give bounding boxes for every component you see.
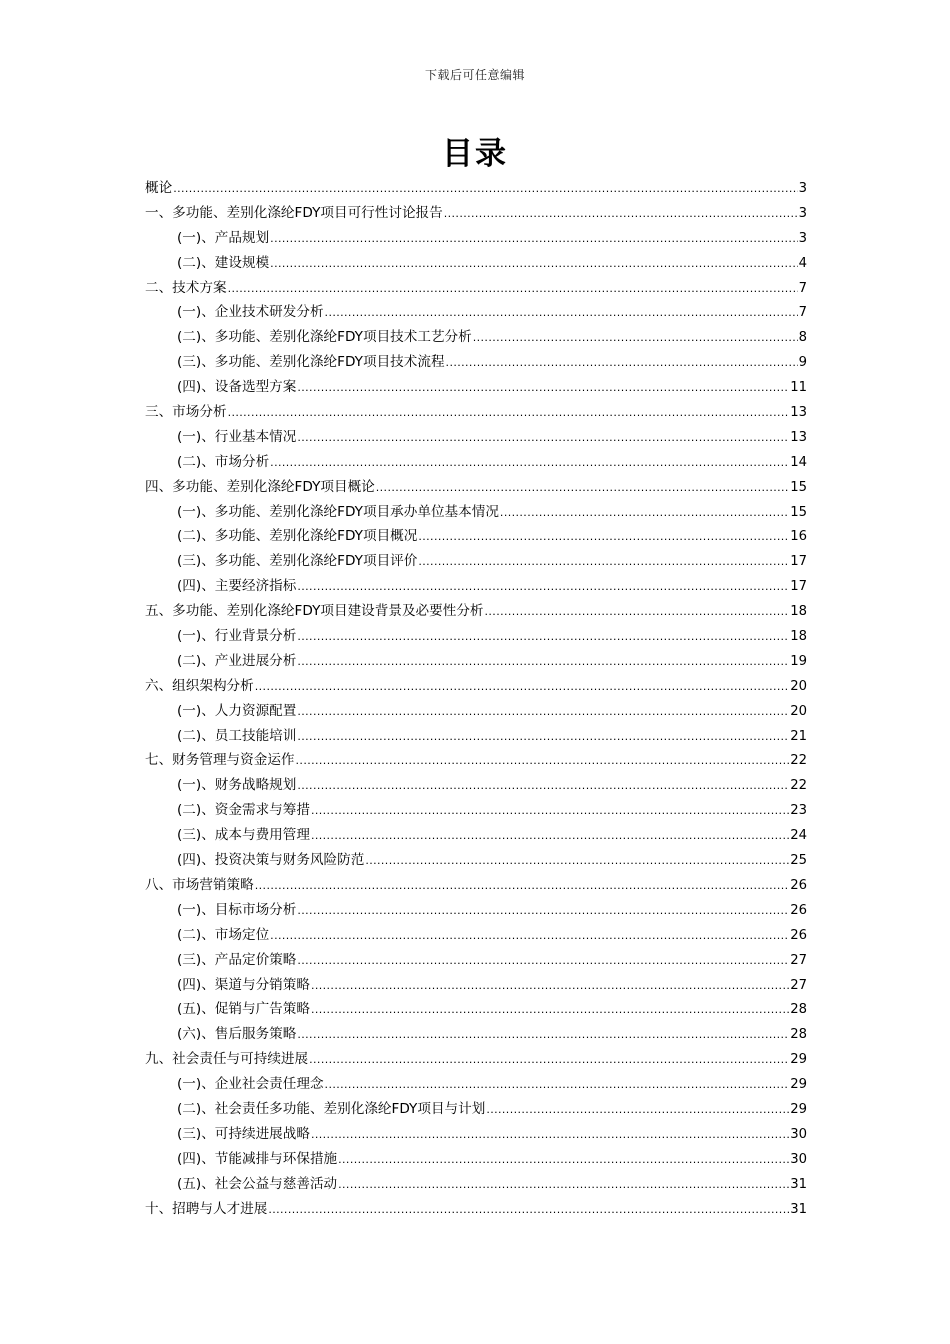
toc-page-number: 7: [798, 280, 807, 296]
toc-entry-title: (五)、促销与广告策略: [177, 1001, 310, 1018]
toc-dot-leader: [338, 1173, 789, 1197]
toc-chapter-entry[interactable]: [145, 599, 807, 624]
toc-dot-leader: [270, 451, 789, 475]
toc-chapter-entry[interactable]: [145, 1047, 807, 1072]
toc-section-entry[interactable]: [145, 1022, 807, 1047]
toc-page-number: 13: [790, 429, 807, 445]
toc-section-entry[interactable]: [145, 325, 807, 350]
toc-page-number: 4: [798, 255, 807, 271]
toc-dot-leader: [500, 501, 789, 525]
toc-dot-leader: [228, 277, 798, 301]
toc-page-number: 8: [798, 330, 807, 346]
toc-page-number: 16: [790, 529, 807, 545]
page-header: 下载后可任意编辑: [424, 68, 525, 82]
toc-section-entry[interactable]: [145, 226, 807, 251]
table-of-contents: [145, 176, 807, 1221]
toc-page-number: 22: [790, 753, 807, 769]
toc-dot-leader: [365, 849, 789, 873]
toc-page-number: 31: [790, 1176, 807, 1192]
toc-entry-title: 四、多功能、差别化涤纶FDY项目概论: [145, 478, 375, 495]
toc-section-entry[interactable]: [145, 798, 807, 823]
toc-dot-leader: [268, 1198, 789, 1222]
toc-page-number: 17: [790, 579, 807, 595]
toc-entry-title: (一)、行业背景分析: [177, 628, 297, 645]
toc-page-number: 25: [790, 853, 807, 869]
toc-entry-title: (二)、多功能、差别化涤纶FDY项目概况: [177, 528, 418, 545]
toc-page-number: 20: [790, 678, 807, 694]
toc-entry-title: (一)、行业基本情况: [177, 428, 297, 445]
toc-dot-leader: [418, 550, 789, 574]
toc-page-number: 19: [790, 653, 807, 669]
toc-dot-leader: [270, 227, 797, 251]
toc-page-number: 24: [790, 828, 807, 844]
toc-entry-title: (二)、建设规模: [177, 254, 270, 271]
toc-entry-title: 八、市场营销策略: [145, 876, 254, 893]
toc-chapter-entry[interactable]: [145, 748, 807, 773]
toc-entry-title: (一)、目标市场分析: [177, 901, 297, 918]
toc-entry-title: (六)、售后服务策略: [177, 1026, 297, 1043]
toc-page-number: 13: [790, 405, 807, 421]
toc-page-number: 27: [790, 977, 807, 993]
toc-page-number: 7: [798, 305, 807, 321]
toc-entry-title: (二)、员工技能培训: [177, 727, 297, 744]
toc-page-number: 20: [790, 703, 807, 719]
toc-chapter-entry[interactable]: [145, 201, 807, 226]
toc-section-entry[interactable]: [145, 823, 807, 848]
toc-entry-title: 二、技术方案: [145, 279, 227, 296]
toc-entry-title: (三)、多功能、差别化涤纶FDY项目评价: [177, 553, 418, 570]
toc-page-number: 30: [790, 1126, 807, 1142]
toc-section-entry[interactable]: [145, 948, 807, 973]
toc-page-number: 18: [790, 629, 807, 645]
toc-page-number: 29: [790, 1077, 807, 1093]
toc-section-entry[interactable]: [145, 699, 807, 724]
toc-section-entry[interactable]: [145, 773, 807, 798]
toc-section-entry[interactable]: [145, 450, 807, 475]
toc-entry-title: (二)、多功能、差别化涤纶FDY项目技术工艺分析: [177, 329, 472, 346]
toc-dot-leader: [376, 476, 789, 500]
toc-section-entry[interactable]: [145, 500, 807, 525]
toc-entry-title: (三)、多功能、差别化涤纶FDY项目技术流程: [177, 354, 445, 371]
toc-entry-title: (二)、市场分析: [177, 453, 270, 470]
toc-page-number: 11: [790, 380, 807, 396]
toc-dot-leader: [173, 177, 797, 201]
toc-chapter-entry[interactable]: [145, 1197, 807, 1222]
toc-entry-title: (三)、成本与费用管理: [177, 827, 310, 844]
toc-chapter-entry[interactable]: [145, 400, 807, 425]
toc-dot-leader: [297, 725, 789, 749]
toc-entry-title: 一、多功能、差别化涤纶FDY项目可行性讨论报告: [145, 204, 443, 221]
toc-page-number: 17: [790, 554, 807, 570]
toc-dot-leader: [338, 1148, 789, 1172]
toc-dot-leader: [309, 1048, 789, 1072]
toc-section-entry[interactable]: [145, 898, 807, 923]
toc-page-number: 28: [790, 1027, 807, 1043]
toc-entry-title: (四)、设备选型方案: [177, 379, 297, 396]
toc-entry-title: (二)、市场定位: [177, 926, 270, 943]
toc-entry-title: (四)、投资决策与财务风险防范: [177, 852, 365, 869]
toc-page-number: 22: [790, 778, 807, 794]
toc-chapter-entry[interactable]: [145, 176, 807, 201]
toc-dot-leader: [311, 1123, 789, 1147]
toc-dot-leader: [418, 525, 789, 549]
toc-section-entry[interactable]: [145, 425, 807, 450]
toc-dot-leader: [270, 924, 789, 948]
toc-dot-leader: [311, 824, 789, 848]
toc-page-number: 15: [790, 479, 807, 495]
toc-section-entry[interactable]: [145, 1097, 807, 1122]
toc-entry-title: (四)、节能减排与环保措施: [177, 1150, 338, 1167]
toc-section-entry[interactable]: [145, 251, 807, 276]
toc-dot-leader: [486, 1098, 789, 1122]
toc-page-number: 15: [790, 504, 807, 520]
toc-entry-title: 六、组织架构分析: [145, 677, 254, 694]
toc-section-entry[interactable]: [145, 1172, 807, 1197]
toc-section-entry[interactable]: [145, 923, 807, 948]
toc-dot-leader: [297, 650, 789, 674]
toc-entry-title: (三)、可持续进展战略: [177, 1125, 310, 1142]
toc-dot-leader: [297, 774, 789, 798]
toc-page-number: 27: [790, 952, 807, 968]
toc-dot-leader: [297, 700, 789, 724]
toc-entry-title: (一)、多功能、差别化涤纶FDY项目承办单位基本情况: [177, 503, 499, 520]
toc-entry-title: (二)、产业进展分析: [177, 652, 297, 669]
toc-section-entry[interactable]: [145, 375, 807, 400]
toc-entry-title: (二)、资金需求与筹措: [177, 802, 310, 819]
toc-entry-title: 概论: [145, 180, 173, 196]
toc-section-entry[interactable]: [145, 549, 807, 574]
toc-dot-leader: [297, 575, 789, 599]
toc-section-entry[interactable]: [145, 973, 807, 998]
toc-dot-leader: [255, 675, 789, 699]
toc-dot-leader: [297, 426, 789, 450]
toc-entry-title: 九、社会责任与可持续进展: [145, 1051, 309, 1068]
toc-dot-leader: [325, 1073, 790, 1097]
toc-entry-title: (一)、产品规划: [177, 229, 270, 246]
toc-chapter-entry[interactable]: [145, 873, 807, 898]
toc-dot-leader: [444, 202, 798, 226]
toc-section-entry[interactable]: [145, 724, 807, 749]
toc-section-entry[interactable]: [145, 1147, 807, 1172]
toc-dot-leader: [311, 998, 789, 1022]
toc-entry-title: (二)、社会责任多功能、差别化涤纶FDY项目与计划: [177, 1100, 486, 1117]
toc-section-entry[interactable]: [145, 649, 807, 674]
toc-entry-title: (三)、产品定价策略: [177, 951, 297, 968]
toc-page-number: 18: [790, 604, 807, 620]
toc-dot-leader: [297, 376, 789, 400]
toc-chapter-entry[interactable]: [145, 475, 807, 500]
toc-page-number: 28: [790, 1002, 807, 1018]
toc-page-number: 3: [798, 181, 807, 196]
toc-dot-leader: [296, 749, 790, 773]
toc-page-number: 14: [790, 454, 807, 470]
toc-section-entry[interactable]: [145, 574, 807, 599]
toc-dot-leader: [473, 326, 798, 350]
toc-section-entry[interactable]: [145, 848, 807, 873]
toc-page-number: 9: [798, 355, 807, 371]
toc-chapter-entry[interactable]: [145, 674, 807, 699]
toc-dot-leader: [297, 899, 789, 923]
toc-page-number: 29: [790, 1101, 807, 1117]
toc-dot-leader: [485, 600, 790, 624]
toc-section-entry[interactable]: [145, 300, 807, 325]
toc-dot-leader: [297, 625, 789, 649]
toc-dot-leader: [228, 401, 790, 425]
toc-title: 目录: [442, 136, 508, 172]
toc-page-number: 21: [790, 728, 807, 744]
toc-dot-leader: [311, 799, 789, 823]
toc-dot-leader: [297, 949, 789, 973]
toc-dot-leader: [297, 1023, 789, 1047]
toc-page-number: 3: [798, 205, 807, 221]
toc-section-entry[interactable]: [145, 624, 807, 649]
toc-entry-title: (五)、社会公益与慈善活动: [177, 1175, 338, 1192]
toc-page-number: 26: [790, 927, 807, 943]
toc-entry-title: (一)、企业社会责任理念: [177, 1076, 324, 1093]
toc-section-entry[interactable]: [145, 997, 807, 1022]
toc-entry-title: (四)、渠道与分销策略: [177, 976, 310, 993]
toc-dot-leader: [255, 874, 789, 898]
toc-entry-title: (一)、财务战略规划: [177, 777, 297, 794]
toc-page-number: 29: [790, 1052, 807, 1068]
toc-entry-title: (一)、人力资源配置: [177, 702, 297, 719]
toc-page-number: 31: [790, 1201, 807, 1217]
toc-page-number: 30: [790, 1151, 807, 1167]
toc-page-number: 23: [790, 803, 807, 819]
toc-entry-title: (四)、主要经济指标: [177, 578, 297, 595]
toc-section-entry[interactable]: [145, 1122, 807, 1147]
toc-page-number: 26: [790, 902, 807, 918]
toc-dot-leader: [270, 252, 797, 276]
toc-page-number: 26: [790, 877, 807, 893]
toc-entry-title: 五、多功能、差别化涤纶FDY项目建设背景及必要性分析: [145, 603, 484, 620]
toc-section-entry[interactable]: [145, 1072, 807, 1097]
toc-entry-title: 七、财务管理与资金运作: [145, 752, 295, 769]
toc-chapter-entry[interactable]: [145, 276, 807, 301]
toc-section-entry[interactable]: [145, 524, 807, 549]
toc-dot-leader: [311, 974, 789, 998]
toc-entry-title: (一)、企业技术研发分析: [177, 304, 324, 321]
toc-section-entry[interactable]: [145, 350, 807, 375]
toc-entry-title: 十、招聘与人才进展: [145, 1200, 268, 1217]
toc-dot-leader: [446, 351, 798, 375]
toc-entry-title: 三、市场分析: [145, 404, 227, 421]
toc-page-number: 3: [798, 230, 807, 246]
toc-dot-leader: [325, 301, 798, 325]
